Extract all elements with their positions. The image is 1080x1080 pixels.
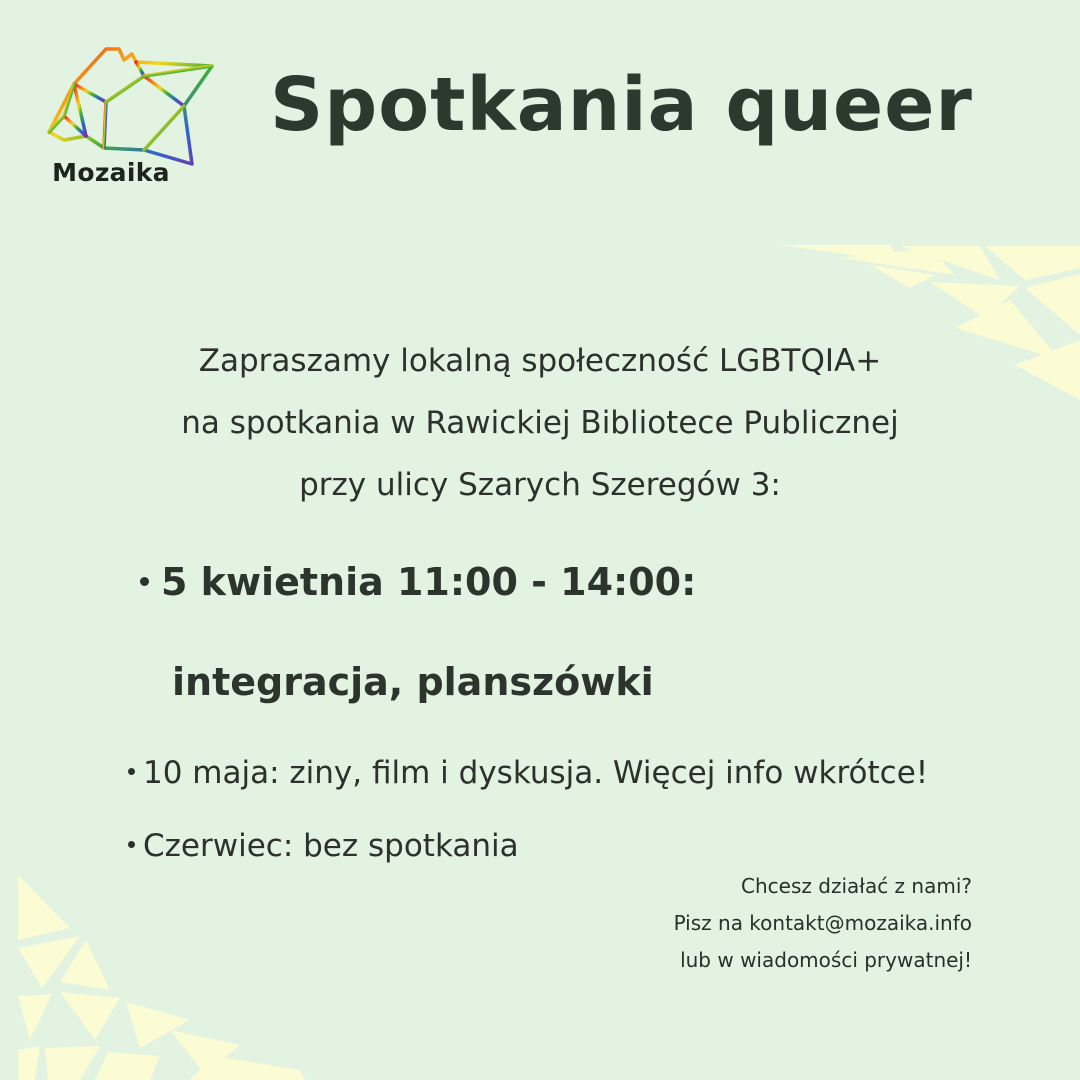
event-item-april-description: integracja, planszówki — [172, 660, 654, 704]
event-item-may — [128, 755, 928, 791]
bullet-dot — [128, 768, 135, 775]
logo-wordmark: Mozaika — [52, 158, 170, 187]
intro-text — [90, 330, 990, 516]
contact-line: lub w wiadomości prywatnej! — [680, 948, 972, 972]
intro-line: na spotkania w Rawickiej Bibliotece Publicznej — [181, 405, 899, 441]
bullet-dot — [140, 577, 149, 586]
page-title: Spotkania queer — [270, 62, 973, 148]
event-text: 10 maja: ziny, film i dyskusja. Więcej info wkrótce! — [143, 755, 929, 791]
contact-line: Chcesz działać z nami? — [741, 874, 972, 898]
event-item-april — [140, 560, 696, 604]
event-text: Czerwiec: bez spotkania — [143, 828, 519, 864]
bullet-dot — [128, 841, 135, 848]
event-item-june — [128, 828, 519, 864]
geometric-rainbow-bear-icon — [44, 44, 216, 169]
intro-line: Zapraszamy lokalną społeczność LGBTQIA+ — [198, 343, 882, 379]
contact-info — [552, 868, 972, 979]
mozaika-logo — [36, 40, 226, 200]
event-date: 5 kwietnia 11:00 - 14:00: — [161, 560, 697, 604]
contact-line-email: Pisz na kontakt@mozaika.info — [673, 911, 972, 935]
intro-line: przy ulicy Szarych Szeregów 3: — [299, 467, 781, 503]
mosaic-decoration-bottom-left — [0, 870, 320, 1080]
